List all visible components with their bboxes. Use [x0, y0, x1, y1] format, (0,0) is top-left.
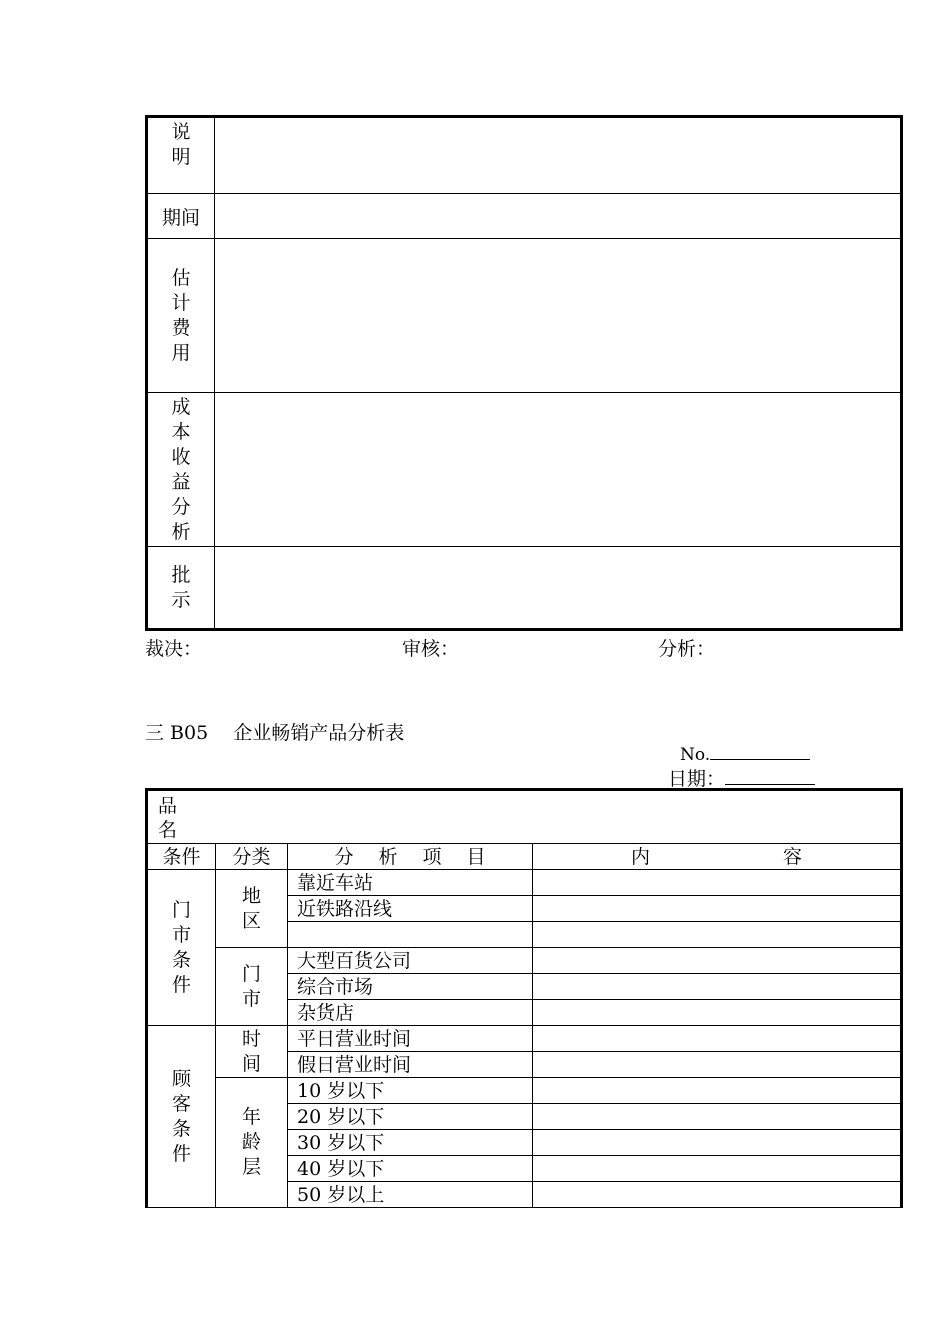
- period-label: 期间: [161, 206, 200, 229]
- item-age10: 10 岁以下: [288, 1078, 533, 1104]
- date-line: [668, 764, 815, 791]
- analyze-label: 分析：: [658, 638, 716, 660]
- cost-benefit-label: 成本收益分析: [171, 395, 191, 543]
- approval-form-table: [145, 115, 903, 631]
- content-cell[interactable]: [533, 896, 902, 922]
- table-row: [147, 870, 902, 896]
- content-cell[interactable]: [533, 1000, 902, 1026]
- store-label: 门市: [241, 962, 261, 1010]
- item-railway: 近铁路沿线: [288, 896, 533, 922]
- content-cell[interactable]: [533, 870, 902, 896]
- item-age20: 20 岁以下: [288, 1104, 533, 1130]
- product-analysis-table: [145, 788, 903, 1208]
- content-cell[interactable]: [533, 1078, 902, 1104]
- item-age40: 40 岁以下: [288, 1156, 533, 1182]
- customer-conditions-label: 顾客条件: [171, 1067, 191, 1165]
- instruction-label: 批示: [171, 563, 191, 611]
- description-row: [147, 117, 902, 194]
- item-weekday: 平日营业时间: [288, 1026, 533, 1052]
- store-conditions-label: 门市条件: [171, 898, 191, 996]
- age-group-label: 年龄层: [241, 1106, 261, 1178]
- number-field[interactable]: [710, 741, 810, 760]
- header-content: 内 容: [533, 844, 902, 870]
- description-label: 说明: [171, 121, 191, 168]
- header-row: [147, 844, 902, 870]
- number-label: No.: [680, 745, 711, 765]
- table-row: [147, 1078, 902, 1104]
- content-cell[interactable]: [533, 1052, 902, 1078]
- content-cell[interactable]: [533, 1156, 902, 1182]
- period-row: [147, 194, 902, 239]
- cost-benefit-field[interactable]: [215, 393, 902, 547]
- item-grocery: 杂货店: [288, 1000, 533, 1026]
- content-cell[interactable]: [533, 1130, 902, 1156]
- decide-label: 裁决：: [145, 638, 203, 660]
- date-field[interactable]: [725, 766, 815, 785]
- table-row: [147, 1026, 902, 1052]
- area-label: 地区: [241, 884, 261, 932]
- period-field[interactable]: [215, 194, 902, 239]
- instruction-field[interactable]: [215, 547, 902, 630]
- product-name-row: [147, 790, 902, 844]
- header-condition: 条件: [147, 844, 216, 870]
- item-holiday: 假日营业时间: [288, 1052, 533, 1078]
- time-label: 时间: [241, 1027, 261, 1075]
- item-age30: 30 岁以下: [288, 1130, 533, 1156]
- item-blank: [288, 922, 533, 948]
- estimated-cost-label: 估计费用: [171, 266, 191, 364]
- instruction-row: [147, 547, 902, 630]
- content-cell[interactable]: [533, 974, 902, 1000]
- header-item: 分 析 项 目: [288, 844, 533, 870]
- number-line: [680, 741, 810, 765]
- description-field[interactable]: [215, 117, 902, 194]
- item-dept-store: 大型百货公司: [288, 948, 533, 974]
- form-heading: 三 B05 企业畅销产品分析表: [145, 722, 405, 744]
- date-label: 日期：: [668, 768, 726, 790]
- content-cell[interactable]: [533, 1182, 902, 1208]
- product-name-label: 品名: [158, 795, 178, 841]
- content-cell[interactable]: [533, 1104, 902, 1130]
- content-cell[interactable]: [533, 922, 902, 948]
- item-age50: 50 岁以上: [288, 1182, 533, 1208]
- item-market: 综合市场: [288, 974, 533, 1000]
- cost-benefit-row: [147, 393, 902, 547]
- table-row: [147, 948, 902, 974]
- estimated-cost-field[interactable]: [215, 239, 902, 393]
- content-cell[interactable]: [533, 1026, 902, 1052]
- item-station: 靠近车站: [288, 870, 533, 896]
- estimated-cost-row: [147, 239, 902, 393]
- header-category: 分类: [216, 844, 288, 870]
- review-label: 审核：: [402, 638, 460, 660]
- content-cell[interactable]: [533, 948, 902, 974]
